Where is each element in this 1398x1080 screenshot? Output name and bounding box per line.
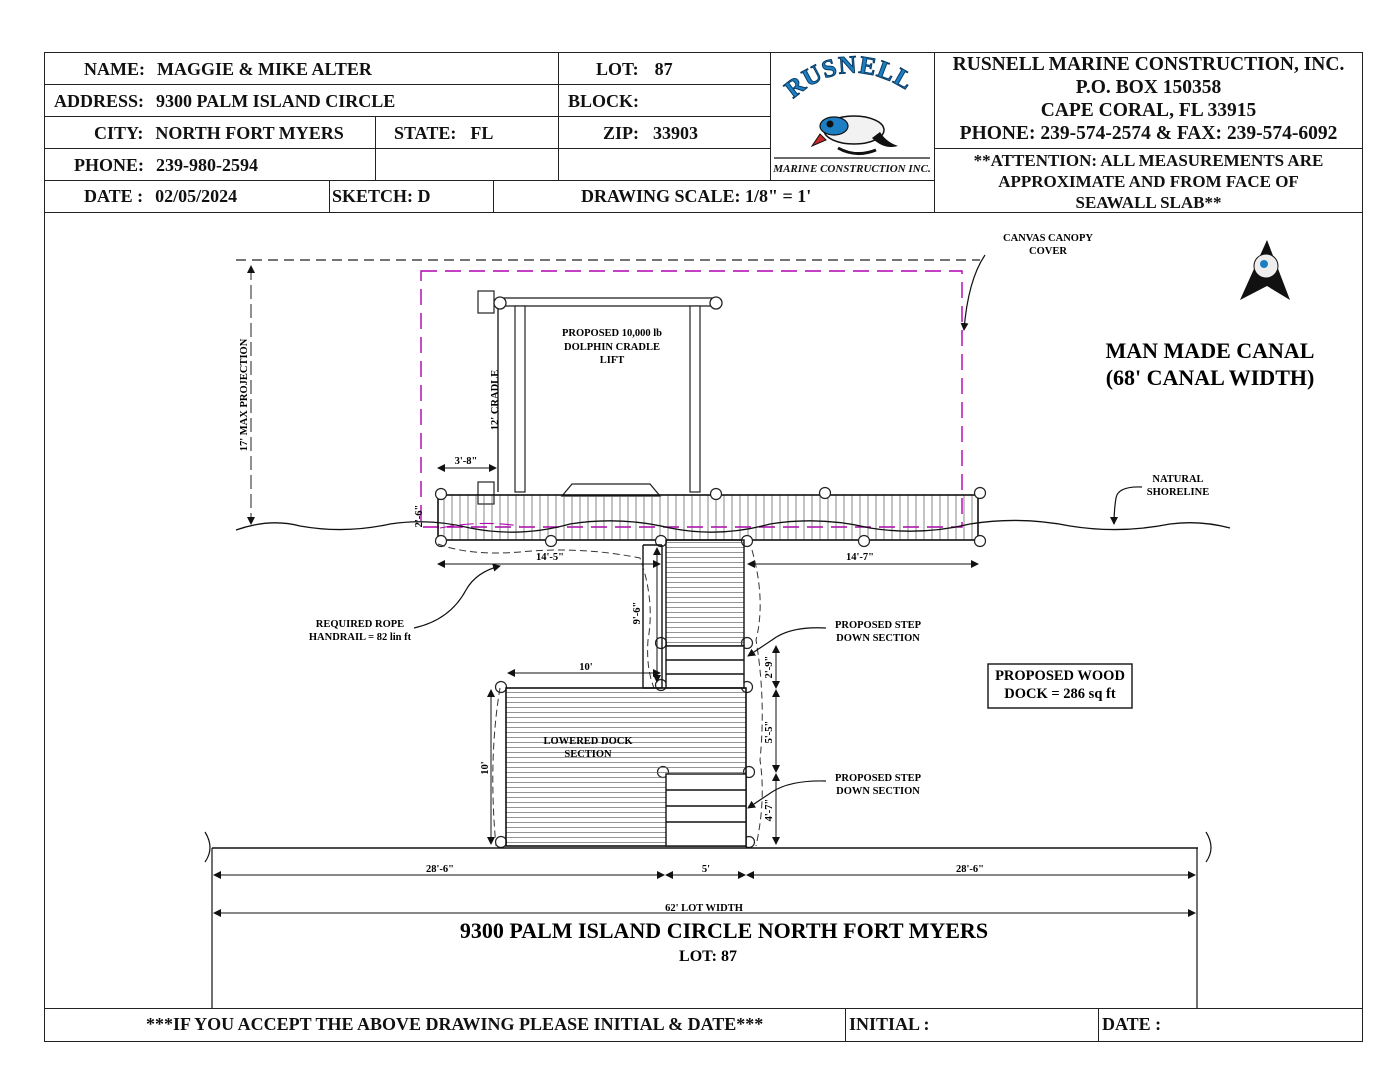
dim-10-side: 10' [480, 761, 491, 775]
dim-5-5: 5'-5" [764, 720, 775, 744]
dim-2-9: 2'-9" [764, 655, 775, 679]
shoreline-leader [1114, 487, 1142, 524]
grid-line [845, 1008, 846, 1042]
date-signoff-field[interactable]: DATE : [1102, 1014, 1162, 1034]
wood-dock-label-1: PROPOSED WOOD [995, 668, 1125, 684]
block-label: BLOCK: [568, 91, 640, 111]
lot-value: 87 [654, 59, 673, 79]
step-a-label-2: DOWN SECTION [836, 633, 920, 644]
step-b-label-1: PROPOSED STEP [834, 773, 922, 784]
step-a-label-1: PROPOSED STEP [834, 620, 922, 631]
attention-note-2: APPROXIMATE AND FROM FACE OF [998, 172, 1299, 191]
canopy-label-2: COVER [1029, 246, 1067, 257]
sketch-field: SKETCH: D [332, 186, 431, 206]
dim-14-7: 14'-7" [846, 552, 874, 563]
company-phone: PHONE: 239-574-2574 & FAX: 239-574-6092 [959, 123, 1338, 144]
phone-value: 239-980-2594 [156, 155, 258, 175]
step-down-section-a [666, 646, 744, 688]
address-label: ADDRESS: [54, 91, 145, 111]
address-title: 9300 PALM ISLAND CIRCLE NORTH FORT MYERS [459, 918, 989, 943]
dim-10-top: 10' [579, 662, 593, 673]
attention-note-1: **ATTENTION: ALL MEASUREMENTS ARE [973, 151, 1324, 170]
step-b-label-2: DOWN SECTION [836, 786, 920, 797]
walkway [666, 540, 744, 646]
attention-note-3: SEAWALL SLAB** [1075, 193, 1222, 212]
step-a-leader [748, 628, 826, 656]
grid-line [1098, 1008, 1099, 1042]
city-label: CITY: [94, 123, 144, 143]
acceptance-note: ***IF YOU ACCEPT THE ABOVE DRAWING PLEASE INITIAL & DATE*** [146, 1014, 764, 1034]
zip-value: 33903 [653, 123, 698, 143]
canal-label-2: (68' CANAL WIDTH) [1105, 365, 1315, 390]
city-value: NORTH FORT MYERS [155, 123, 344, 143]
lot-label: LOT: [596, 59, 639, 79]
lift-label-3: LIFT [599, 355, 625, 366]
north-arrow-icon [1240, 240, 1290, 300]
address-value: 9300 PALM ISLAND CIRCLE [156, 91, 396, 111]
state-label: STATE: [394, 123, 457, 143]
shoreline-label-1: NATURAL [1152, 474, 1204, 485]
lift-label-1: PROPOSED 10,000 lb [561, 328, 663, 339]
canopy-label-1: CANVAS CANOPY [1003, 233, 1093, 244]
dolphin-cradle-lift [478, 291, 722, 504]
lot-width-label: 62' LOT WIDTH [665, 903, 743, 914]
dim-28-6-right: 28'-6" [956, 864, 984, 875]
company-name: RUSNELL MARINE CONSTRUCTION, INC. [952, 54, 1345, 75]
lot-title: LOT: 87 [679, 948, 737, 965]
canopy-leader [964, 255, 985, 330]
grid-line [44, 1008, 1363, 1009]
date-label: DATE : [84, 186, 144, 206]
rope-label-2: HANDRAIL = 82 lin ft [308, 632, 412, 643]
state-value: FL [470, 123, 494, 143]
canal-label-1: MAN MADE CANAL [1105, 338, 1315, 363]
dim-2-6: 2'-6" [414, 504, 425, 528]
wood-dock-label-2: DOCK = 286 sq ft [1004, 686, 1116, 702]
dim-14-5: 14'-5" [536, 552, 564, 563]
company-city: CAPE CORAL, FL 33915 [1040, 100, 1257, 121]
shoreline-label-2: SHORELINE [1146, 487, 1210, 498]
dim-3-8: 3'-8" [454, 456, 478, 467]
dim-4-7: 4'-7" [764, 798, 775, 822]
zip-label: ZIP: [603, 123, 639, 143]
name-label: NAME: [84, 59, 145, 79]
projection-label: 17' MAX PROJECTION [239, 338, 250, 452]
rope-leader [414, 566, 500, 628]
step-down-section-b [666, 774, 746, 846]
logo-word: RUSNELL [779, 54, 918, 104]
dim-28-6-left: 28'-6" [426, 864, 454, 875]
lowered-label-1: LOWERED DOCK [543, 736, 633, 747]
drawing-scale: DRAWING SCALE: 1/8" = 1' [581, 186, 812, 206]
company-pobox: P.O. BOX 150358 [1075, 77, 1222, 98]
dim-9-6: 9'-6" [632, 601, 643, 625]
logo-subtitle: MARINE CONSTRUCTION INC. [773, 163, 931, 175]
lowered-label-2: SECTION [564, 749, 612, 760]
rope-label-1: REQUIRED ROPE [315, 619, 405, 630]
dim-5: 5' [701, 864, 711, 875]
break-mark-right [1206, 832, 1211, 862]
lift-label-2: DOLPHIN CRADLE [564, 342, 660, 353]
cradle-label: 12' CRADLE [490, 369, 501, 431]
phone-label: PHONE: [74, 155, 144, 175]
name-value: MAGGIE & MIKE ALTER [157, 59, 372, 79]
main-dock [438, 495, 978, 540]
initial-field[interactable]: INITIAL : [849, 1014, 930, 1034]
date-value: 02/05/2024 [155, 186, 238, 206]
break-mark-left [205, 832, 210, 862]
step-b-leader [748, 781, 826, 808]
